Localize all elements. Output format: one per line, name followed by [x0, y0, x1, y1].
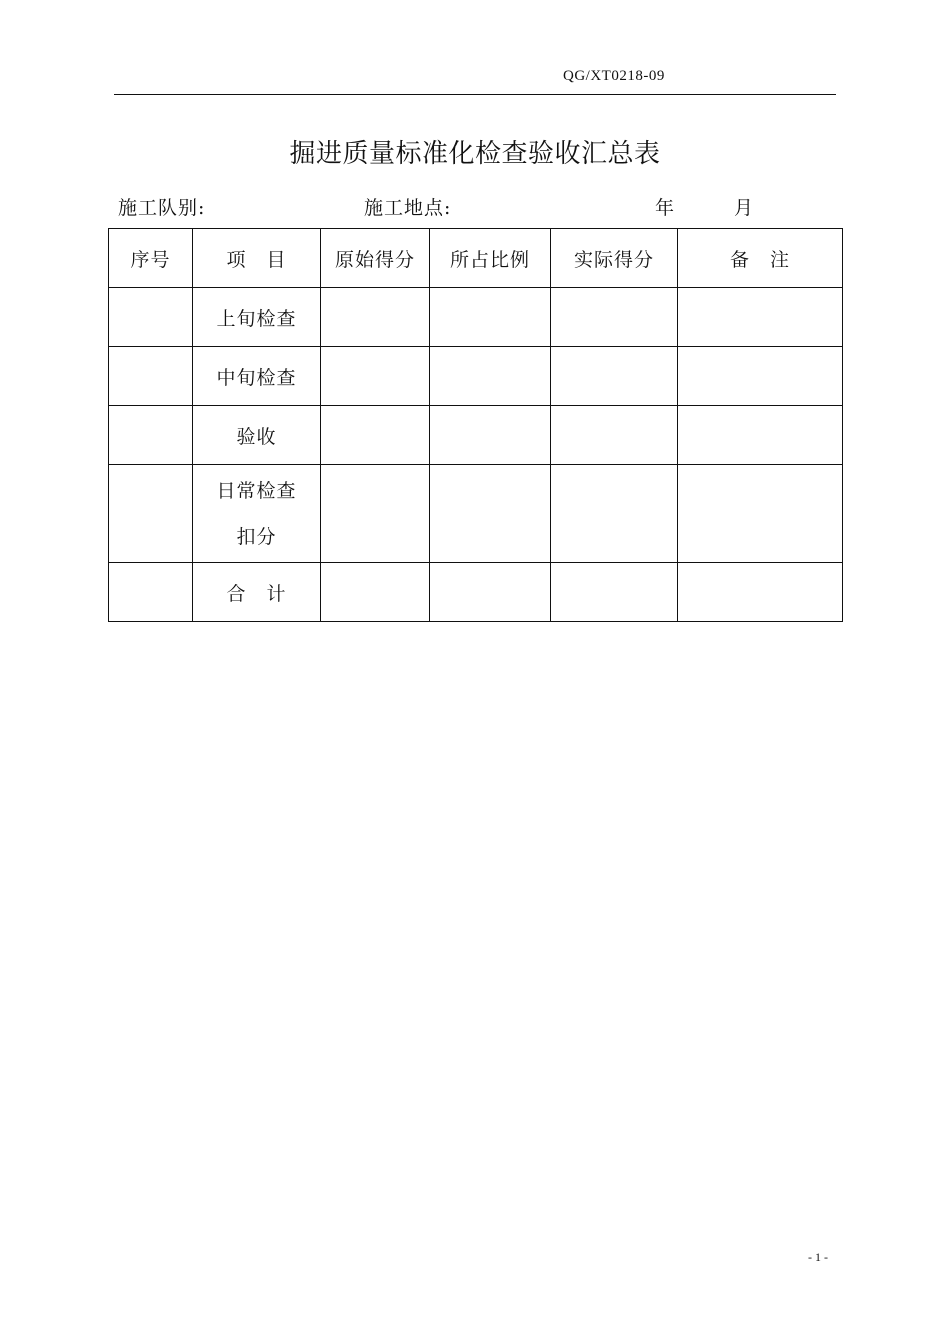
header-rule	[114, 94, 836, 95]
actual-score-cell[interactable]	[551, 288, 678, 347]
table-row	[109, 406, 843, 465]
original-score-cell[interactable]	[321, 347, 430, 406]
header-original-score: 原始得分	[321, 229, 430, 288]
table-header-row	[109, 229, 843, 288]
seq-cell[interactable]	[109, 563, 193, 622]
seq-cell[interactable]	[109, 347, 193, 406]
month-label: 月	[734, 197, 755, 219]
ratio-cell[interactable]	[430, 465, 551, 563]
ratio-cell[interactable]	[430, 563, 551, 622]
remarks-cell[interactable]	[678, 288, 843, 347]
table-row	[109, 563, 843, 622]
item-cell-total: 合 计	[193, 563, 321, 622]
item-cell: 上旬检查	[193, 288, 321, 347]
ratio-cell[interactable]	[430, 406, 551, 465]
seq-cell[interactable]	[109, 288, 193, 347]
actual-score-cell[interactable]	[551, 347, 678, 406]
summary-table	[108, 228, 843, 622]
seq-cell[interactable]	[109, 465, 193, 563]
original-score-cell[interactable]	[321, 288, 430, 347]
table-row	[109, 465, 843, 563]
page-title: 掘进质量标准化检查验收汇总表	[289, 139, 661, 169]
team-label: 施工队别:	[118, 197, 206, 219]
item-cell: 中旬检查	[193, 347, 321, 406]
remarks-cell[interactable]	[678, 563, 843, 622]
item-cell: 验收	[193, 406, 321, 465]
item-line-1: 日常检查	[216, 479, 297, 502]
remarks-cell[interactable]	[678, 406, 843, 465]
actual-score-cell[interactable]	[551, 563, 678, 622]
remarks-cell[interactable]	[678, 465, 843, 563]
actual-score-cell[interactable]	[551, 406, 678, 465]
table-row	[109, 347, 843, 406]
item-cell	[193, 465, 321, 563]
item-line-2: 扣分	[236, 525, 277, 548]
original-score-cell[interactable]	[321, 465, 430, 563]
ratio-cell[interactable]	[430, 288, 551, 347]
document-code: QG/XT0218-09	[563, 68, 665, 84]
header-ratio: 所占比例	[430, 229, 551, 288]
year-label: 年	[655, 197, 676, 219]
original-score-cell[interactable]	[321, 406, 430, 465]
actual-score-cell[interactable]	[551, 465, 678, 563]
header-remarks: 备 注	[678, 229, 843, 288]
remarks-cell[interactable]	[678, 347, 843, 406]
header-actual-score: 实际得分	[551, 229, 678, 288]
page-number: - 1 -	[808, 1250, 828, 1264]
header-seq: 序号	[109, 229, 193, 288]
header-item: 项 目	[193, 229, 321, 288]
seq-cell[interactable]	[109, 406, 193, 465]
site-label: 施工地点:	[364, 197, 452, 219]
original-score-cell[interactable]	[321, 563, 430, 622]
ratio-cell[interactable]	[430, 347, 551, 406]
table-row	[109, 288, 843, 347]
